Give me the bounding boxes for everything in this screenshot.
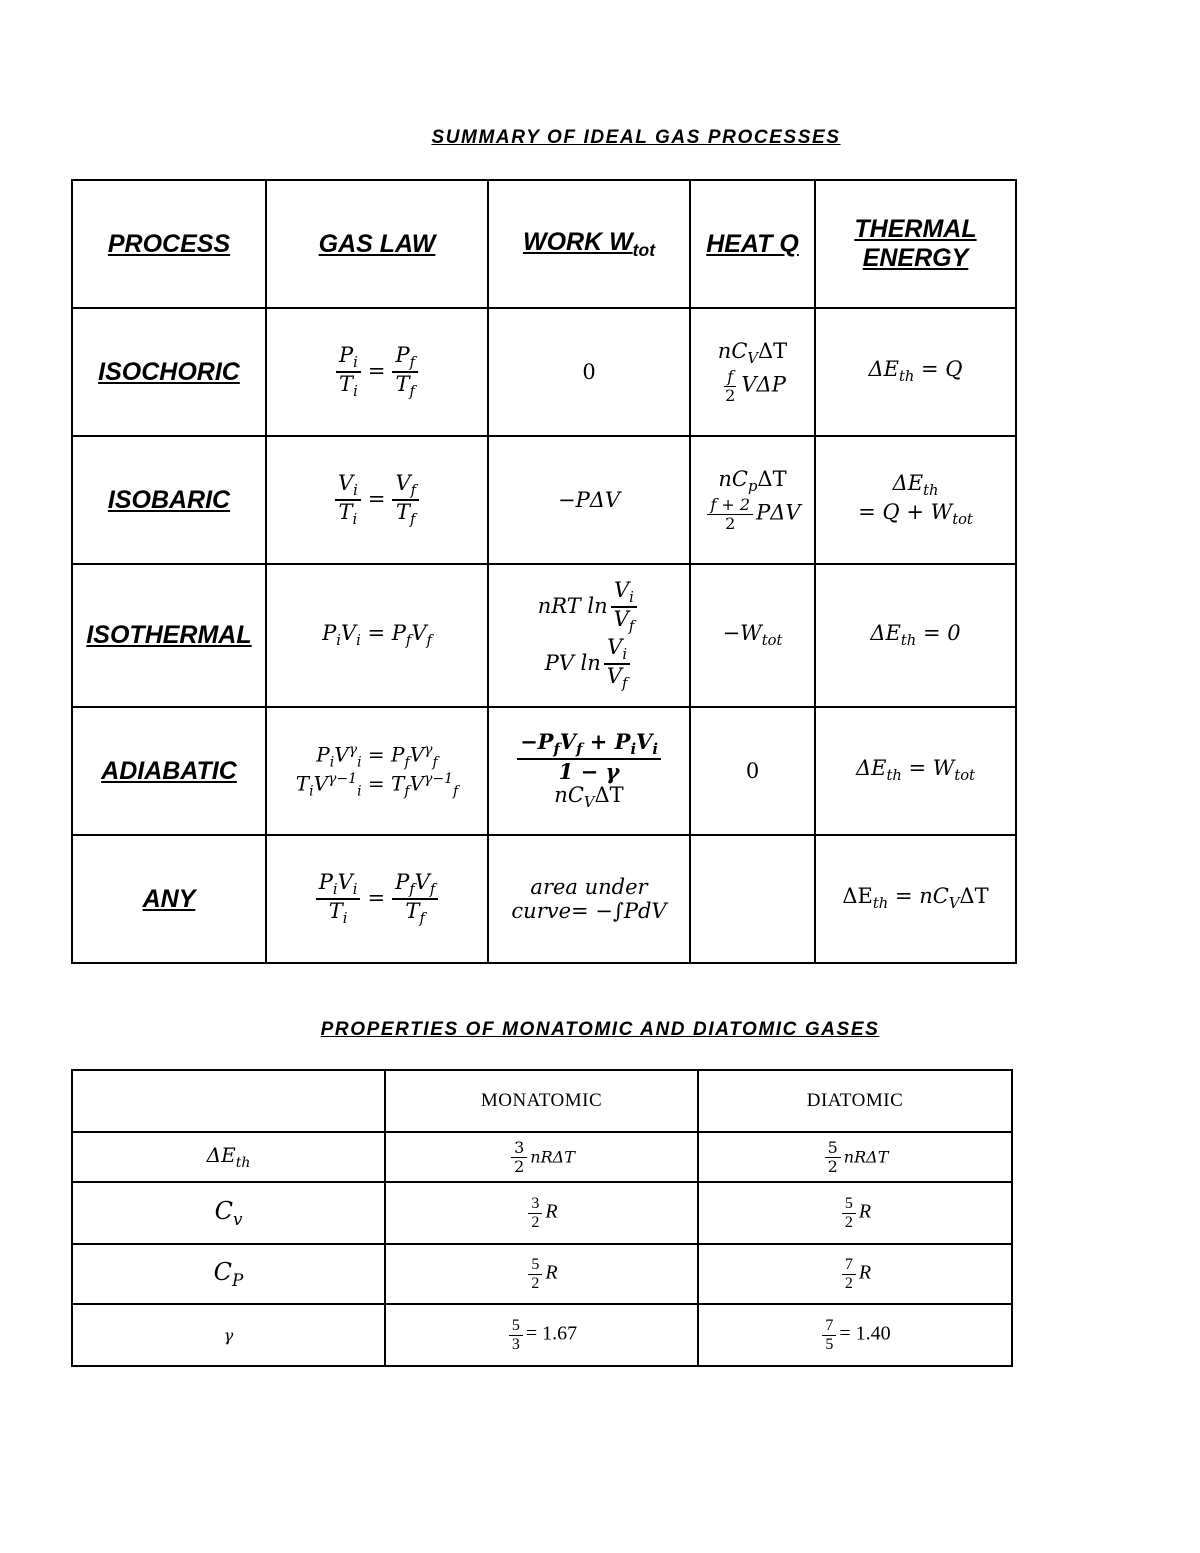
gas-law-cell: $P_iV_i = P_fV_f$ [266, 564, 488, 707]
gas-law-cell: $\frac{V_i}{T_i}$ = $\frac{V_f}{T_f}$ [266, 436, 488, 564]
property-row-cv [72, 1182, 1012, 1244]
fraction: $\frac{P_f}{T_f}$ [392, 344, 418, 401]
thermal-cell: $\Delta E_{th} = 0$ [815, 564, 1016, 707]
diatomic-value: $\frac{7}{2}$ R [698, 1244, 1012, 1304]
heat-cell: $-W_{tot}$ [690, 564, 815, 707]
thermal-cell: $\Delta E_{th}$ = $Q + W_{tot}$ [815, 436, 1016, 564]
process-name: ISOTHERMAL [72, 564, 266, 707]
monatomic-value: $\frac{5}{2}$ R [385, 1244, 698, 1304]
summary-header-row [72, 180, 1016, 308]
heat-cell: $nC_V\Delta T$ $\frac{f}{2}$ VΔP [690, 308, 815, 436]
header-gas-law: GAS LAW [266, 180, 488, 308]
work-cell: −PΔV [488, 436, 690, 564]
heat-cell [690, 835, 815, 963]
process-name: ISOBARIC [72, 436, 266, 564]
monatomic-value: $\frac{5}{3}$ = 1.67 [385, 1304, 698, 1366]
work-cell: 0 [488, 308, 690, 436]
gas-law-cell: $\frac{P_iV_i}{T_i}$ = $\frac{P_fV_f}{T_f}$ [266, 835, 488, 963]
summary-table [71, 179, 1017, 964]
header-thermal-line1: THERMAL [854, 215, 977, 243]
row-any [72, 835, 1016, 963]
thermal-cell: $\Delta E_{th} = Q$ [815, 308, 1016, 436]
property-label: $C_v$ [72, 1182, 385, 1244]
thermal-cell: $\Delta E_{th} = W_{tot}$ [815, 707, 1016, 835]
heat-cell: $nC_p\Delta T$ $\frac{f + 2}{2}$ PΔV [690, 436, 815, 564]
summary-title: SUMMARY OF IDEAL GAS PROCESSES [431, 127, 841, 148]
fraction: $\frac{P_i}{T_i}$ [336, 344, 361, 401]
gas-law-cell: $P_iV^\gamma_i = P_fV^\gamma_f$ $T_iV^{\gamma-1}_i = T_fV^{\gamma-1}_f$ [266, 707, 488, 835]
property-row-gamma [72, 1304, 1012, 1366]
property-row-delta-eth [72, 1132, 1012, 1182]
header-thermal-energy [815, 180, 1016, 308]
row-isochoric [72, 308, 1016, 436]
property-label: γ [72, 1304, 385, 1366]
process-name: ANY [72, 835, 266, 963]
row-isobaric [72, 436, 1016, 564]
diatomic-value: $\frac{5}{2}$ nRΔT [698, 1132, 1012, 1182]
header-work-label: WORK W [522, 227, 633, 256]
gas-law-cell: $\frac{P_i}{T_i}$ = $\frac{P_f}{T_f}$ [266, 308, 488, 436]
process-name: ISOCHORIC [72, 308, 266, 436]
diatomic-value: $\frac{7}{5}$ = 1.40 [698, 1304, 1012, 1366]
row-adiabatic [72, 707, 1016, 835]
header-heat: HEAT Q [690, 180, 815, 308]
header-monatomic: MONATOMIC [385, 1070, 698, 1132]
row-isothermal [72, 564, 1016, 707]
property-label: $C_P$ [72, 1244, 385, 1304]
header-work [488, 180, 690, 308]
properties-table [71, 1069, 1013, 1367]
work-cell: area under curve= −∫PdV [488, 835, 690, 963]
work-cell: $\frac{-P_fV_f + P_iV_i}{1 - \gamma}$ $nC_V\Delta T$ [488, 707, 690, 835]
properties-title: PROPERTIES OF MONATOMIC AND DIATOMIC GASES [320, 1019, 880, 1040]
header-process: PROCESS [72, 180, 266, 308]
process-name: ADIABATIC [72, 707, 266, 835]
property-label: $\Delta E_{th}$ [72, 1132, 385, 1182]
monatomic-value: $\frac{3}{2}$ R [385, 1182, 698, 1244]
property-row-cp [72, 1244, 1012, 1304]
empty-header-cell [72, 1070, 385, 1132]
diatomic-value: $\frac{5}{2}$ R [698, 1182, 1012, 1244]
monatomic-value: $\frac{3}{2}$ nRΔT [385, 1132, 698, 1182]
header-diatomic: DIATOMIC [698, 1070, 1012, 1132]
properties-header-row [72, 1070, 1012, 1132]
header-work-sub: tot [632, 239, 656, 260]
thermal-cell: $\Delta E_{th} = nC_V\Delta T$ [815, 835, 1016, 963]
work-cell: nRT ln $\frac{V_i}{V_f}$ PV ln $\frac{V_i}{V_f}$ [488, 564, 690, 707]
header-thermal-line2: ENERGY [862, 244, 969, 272]
heat-cell: 0 [690, 707, 815, 835]
